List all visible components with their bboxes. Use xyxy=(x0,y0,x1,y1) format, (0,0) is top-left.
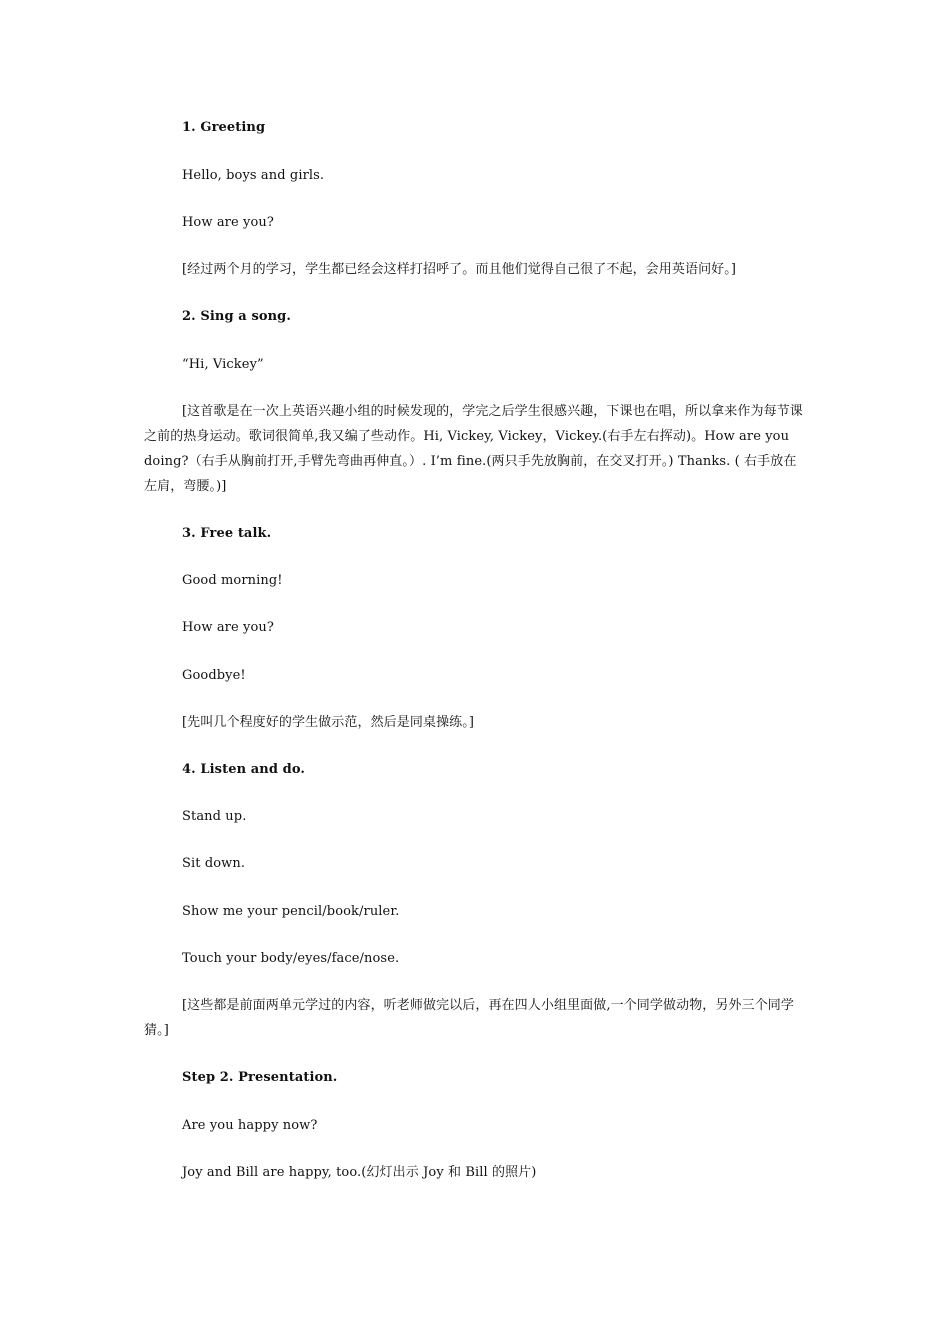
text-line: Stand up. xyxy=(182,809,247,824)
text-line: Sit down. xyxy=(182,856,246,871)
text-line: Good morning! xyxy=(182,573,283,588)
text-line: Hello, boys and girls. xyxy=(182,168,325,183)
section-heading-sing-a-song: 2. Sing a song. xyxy=(182,309,291,324)
section-heading-presentation: Step 2. Presentation. xyxy=(182,1070,338,1085)
section-heading-listen-and-do: 4. Listen and do. xyxy=(182,762,305,777)
text-line: Are you happy now? xyxy=(182,1118,318,1133)
teacher-note: [先叫几个程度好的学生做示范，然后是同桌操练。] xyxy=(182,715,475,730)
teacher-note: [经过两个月的学习，学生都已经会这样打招呼了。而且他们觉得自己很了不起，会用英语问好。] xyxy=(182,262,737,277)
section-heading-greeting: 1. Greeting xyxy=(182,120,266,135)
teacher-note: [这首歌是在一次上英语兴趣小组的时候发现的，学完之后学生很感兴趣，下课也在唱，所以拿来作为每节课之前的热身运动。歌词很简单,我又编了些动作。Hi, Vickey, Vickey，Vickey.(右手左右挥动)。How are you doing?（右手从胸前打开,手臂先弯曲再伸直。）. I’m fine.(两只手先放胸前，在交叉打开。) Thanks. ( 右手放在左肩，弯腰。)] xyxy=(144,404,803,494)
teacher-note: [这些都是前面两单元学过的内容，听老师做完以后，再在四人小组里面做,一个同学做动物，另外三个同学猜。] xyxy=(144,998,795,1038)
text-line: Goodbye! xyxy=(182,668,246,683)
section-heading-free-talk: 3. Free talk. xyxy=(182,526,272,541)
song-title: “Hi, Vickey” xyxy=(182,357,264,372)
text-line: How are you? xyxy=(182,215,274,230)
text-line: Show me your pencil/book/ruler. xyxy=(182,904,400,919)
text-line: Joy and Bill are happy, too.(幻灯出示 Joy 和 Bill 的照片) xyxy=(182,1165,537,1180)
text-line: How are you? xyxy=(182,620,274,635)
text-line: Touch your body/eyes/face/nose. xyxy=(182,951,400,966)
